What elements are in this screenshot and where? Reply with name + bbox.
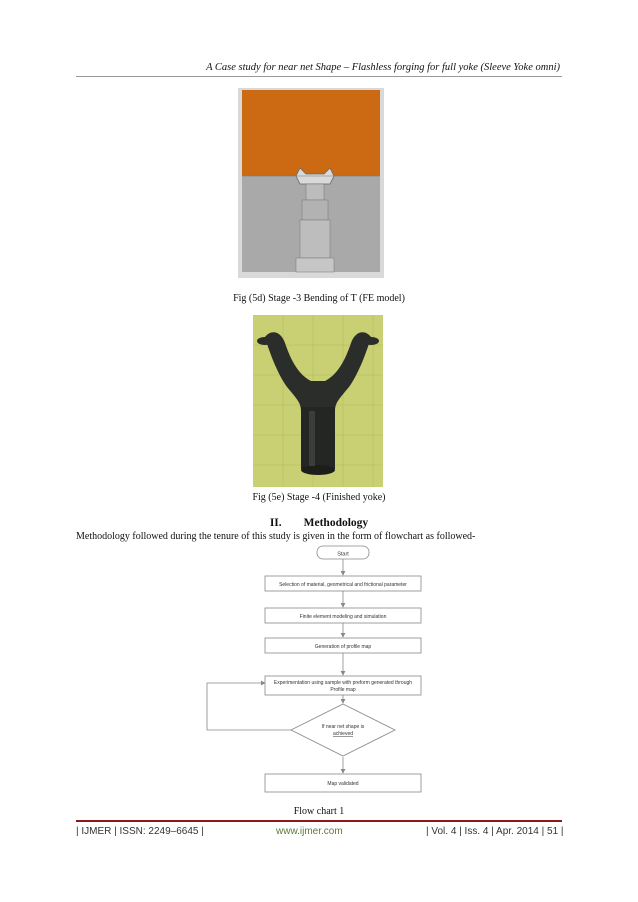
fe-model-image xyxy=(238,88,384,278)
flowchart-caption: Flow chart 1 xyxy=(293,806,345,817)
flow-decision-node xyxy=(291,704,395,756)
fig5d-caption: Fig (5d) Stage -3 Bending of T (FE model) xyxy=(233,293,405,304)
flow-step1-label: Selection of material, geometrical and frictional parameter xyxy=(279,582,407,588)
flow-start-label: Start xyxy=(337,551,349,558)
section-title: Methodology xyxy=(303,517,369,529)
flow-end-label: Map validated xyxy=(327,781,359,787)
flow-decision-label-2: achieved xyxy=(332,731,354,737)
footer-journal: | IJMER | ISSN: 2249–6645 | xyxy=(76,826,204,837)
section-number: II. xyxy=(269,517,282,529)
header-rule xyxy=(76,76,562,77)
flowchart xyxy=(203,545,439,797)
flow-step4-label-1: Experimentation using sample with preform generated through xyxy=(273,680,413,686)
flow-step2-label: Finite element modeling and simulation xyxy=(299,614,387,620)
flow-step3-label: Generation of profile map xyxy=(314,644,372,650)
flow-decision-label-1: If near net shape is xyxy=(321,724,365,730)
flow-step4-label-2: Profile map xyxy=(330,687,356,693)
footer-issue-info: | Vol. 4 | Iss. 4 | Apr. 2014 | 51 | xyxy=(426,826,564,837)
footer-rule xyxy=(76,820,562,822)
fig5e-caption: Fig (5e) Stage -4 (Finished yoke) xyxy=(252,492,386,503)
finished-yoke-photo xyxy=(253,315,383,487)
section-heading xyxy=(0,517,638,529)
section-body: Methodology followed during the tenure of this study is given in the form of flowchart as followed- xyxy=(76,531,476,542)
running-header: A Case study for near net Shape – Flashless forging for full yoke (Sleeve Yoke omni) xyxy=(206,62,560,73)
footer-website-link[interactable]: www.ijmer.com xyxy=(276,826,343,837)
